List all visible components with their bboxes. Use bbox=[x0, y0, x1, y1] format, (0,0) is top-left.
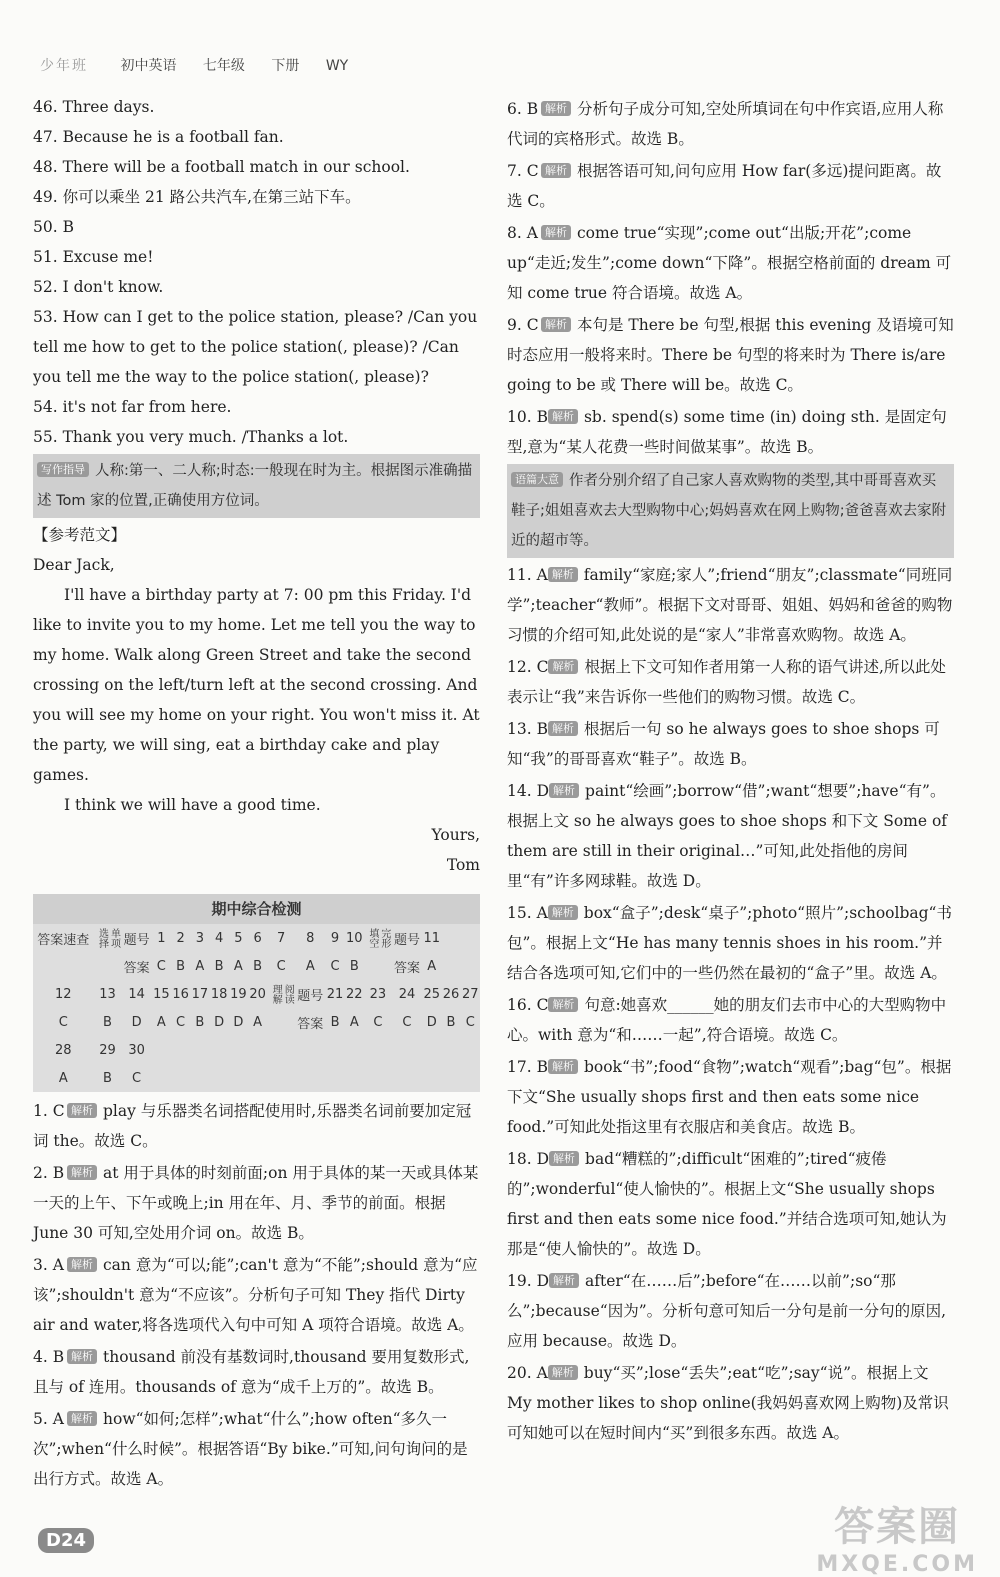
qnum: 29 bbox=[99, 1042, 116, 1058]
answer-key-row-3 bbox=[33, 980, 480, 1008]
answer-cell: C bbox=[465, 1014, 475, 1030]
section-cloze: 完形填空 bbox=[366, 928, 390, 948]
answer-key-row-4 bbox=[33, 1008, 480, 1036]
exp-text: bad“糟糕的”;difficult“困难的”;tired“疲倦的”;wonderful“使人愉快的”。根据上文“She usually shops first and then eats some nice food.”并结合选项可知,她认为那是“使人愉快的”。故选 D。 bbox=[507, 1150, 947, 1258]
sample-signature: Tom bbox=[446, 856, 480, 874]
header-grade: 七年级 bbox=[202, 58, 245, 74]
qnum-label: 题号 bbox=[123, 932, 150, 948]
answer-49: 49. 你可以乘坐 21 路公共汽车,在第三站下车。 bbox=[33, 188, 361, 206]
exp-text: book“书”;food“食物”;watch“观看”;bag“包”。根据下文“She usually shops first and then eats some nice food.”可知此处指这里有衣服店和美食店。故选 B。 bbox=[507, 1058, 952, 1136]
answer-cell: A bbox=[233, 958, 243, 974]
answer-cell: B bbox=[103, 1070, 112, 1086]
answer-cell: C bbox=[58, 1014, 68, 1030]
qnum: 15 bbox=[153, 986, 170, 1002]
answer-label: 答案 bbox=[393, 960, 420, 976]
exp-text: play 与乐器类名词搭配使用时,乐器类名词前要加定冠词 the。故选 C。 bbox=[33, 1102, 472, 1150]
answer-cell: D bbox=[131, 1014, 142, 1030]
qnum: 19 bbox=[230, 986, 247, 1002]
exp-tag: 解析 bbox=[548, 409, 578, 424]
qnum: 20 bbox=[249, 986, 266, 1002]
answer-cell: C bbox=[132, 1070, 142, 1086]
qnum: 21 bbox=[326, 986, 344, 1002]
exp-num: 18. D bbox=[507, 1150, 550, 1168]
answer-46: 46. Three days. bbox=[33, 98, 155, 116]
exp-num: 12. C bbox=[507, 658, 549, 676]
answer-cell: B bbox=[253, 958, 263, 974]
exp-text: box“盒子”;desk“桌子”;photo“照片”;schoolbag“书包”。根据上文“He has many tennis shoes in his room.”并结合各选项可知,它们中的一些仍然在最初的“盒子”里。故选 A。 bbox=[507, 904, 952, 982]
header-edition: WY bbox=[325, 58, 349, 74]
exp-tag: 解析 bbox=[67, 1411, 97, 1426]
answer-cell: A bbox=[156, 1014, 166, 1030]
answer-cell: B bbox=[214, 958, 224, 974]
gist-text: 作者分别介绍了自己家人喜欢购物的类型,其中哥哥喜欢买鞋子;姐姐喜欢去大型购物中心;妈妈喜欢在网上购物;爸爸喜欢去家附近的超市等。 bbox=[511, 473, 947, 549]
qnum: 5 bbox=[234, 930, 243, 946]
exp-text: can 意为“可以;能”;can't 意为“不能”;should 意为“应该”;shouldn't 意为“不应该”。分析句子可知 They 指代 Dirty air and water,将各选项代入句中可知 A 项符合语境。故选 A。 bbox=[33, 1256, 478, 1334]
exp-tag: 解析 bbox=[541, 225, 571, 240]
explanation-15 bbox=[507, 898, 954, 988]
answer-cell: D bbox=[214, 1014, 225, 1030]
exp-tag: 解析 bbox=[67, 1349, 97, 1364]
header-volume: 下册 bbox=[271, 58, 300, 74]
qnum: 22 bbox=[346, 986, 363, 1002]
exp-text: at 用于具体的时刻前面;on 用于具体的某一天或具体某一天的上午、下午或晚上;in 用在年、月、季节的前面。根据 June 30 可知,空处用介词 on。故选 B。 bbox=[33, 1164, 479, 1242]
explanation-19 bbox=[507, 1266, 954, 1356]
answer-cell: A bbox=[58, 1070, 68, 1086]
qnum: 25 bbox=[423, 986, 440, 1002]
watermark-top: 答案圈 bbox=[834, 1504, 961, 1550]
sample-letter bbox=[33, 520, 480, 880]
exp-tag: 解析 bbox=[548, 997, 578, 1012]
exp-text: thousand 前没有基数词时,thousand 要用复数形式,且与 of 连用。thousands of 意为“成千上万的”。故选 B。 bbox=[33, 1348, 470, 1396]
answer-cell: A bbox=[253, 1014, 263, 1030]
answer-cell: A bbox=[349, 1014, 359, 1030]
answer-cell: D bbox=[426, 1014, 437, 1030]
passage-gist bbox=[507, 464, 954, 558]
answer-cell: C bbox=[373, 1014, 383, 1030]
qnum: 14 bbox=[128, 986, 145, 1002]
exp-tag: 解析 bbox=[67, 1165, 97, 1180]
exp-text: paint“绘画”;borrow“借”;want“想要”;have“有”。根据上文 so he always goes to shoe shops 和下文 Some of them are still in their original…”可知,此处指他的房间里“有”许多网球鞋。故选 D。 bbox=[507, 782, 948, 890]
answer-cell: B bbox=[349, 958, 359, 974]
qnum: 11 bbox=[423, 930, 440, 946]
answer-cell: C bbox=[176, 1014, 186, 1030]
exp-tag: 解析 bbox=[548, 659, 578, 674]
answer-key-row-2 bbox=[33, 952, 480, 980]
page-number: D24 bbox=[38, 1528, 94, 1553]
answer-54: 54. it's not far from here. bbox=[33, 398, 232, 416]
qnum: 3 bbox=[195, 930, 204, 946]
qnum: 12 bbox=[54, 986, 72, 1002]
sample-paragraph-1: I'll have a birthday party at 7: 00 pm this Friday. I'd like to invite you to my home. Let me tell you the way to my home. Walk along Green Street and take the second crossing on the left/turn left at the second crossing. And you will see my home on your right. You won't miss it. At the party, we will sing, eat a birthday cake and play games. bbox=[33, 586, 480, 784]
writing-guide bbox=[33, 454, 480, 518]
gist-tag: 语篇大意 bbox=[511, 472, 563, 487]
qnum: 28 bbox=[54, 1042, 72, 1058]
explanation-6 bbox=[507, 94, 954, 154]
explanation-20 bbox=[507, 1358, 954, 1448]
explanation-7 bbox=[507, 156, 954, 216]
exp-tag: 解析 bbox=[548, 567, 578, 582]
qnum: 18 bbox=[210, 986, 228, 1002]
exp-tag: 解析 bbox=[541, 317, 571, 332]
explanation-2 bbox=[33, 1158, 480, 1248]
answer-key-row-6 bbox=[33, 1064, 480, 1092]
series-logo: 少年班 bbox=[40, 58, 88, 74]
qnum: 23 bbox=[369, 986, 387, 1002]
answer-52: 52. I don't know. bbox=[33, 278, 164, 296]
exp-text: how“如何;怎样”;what“什么”;how often“多久一次”;when“什么时候”。根据答语“By bike.”可知,问句询问的是出行方式。故选 A。 bbox=[33, 1410, 468, 1488]
exp-text: 本句是 There be 句型,根据 this evening 及语境可知时态应用一般将来时。There be 句型的将来时为 There is/are going to be 或 There will be。故选 C。 bbox=[507, 316, 954, 394]
explanation-1 bbox=[33, 1096, 480, 1156]
page-header bbox=[40, 55, 370, 75]
qnum: 2 bbox=[176, 930, 185, 946]
exp-tag: 解析 bbox=[549, 783, 579, 798]
answer-cell: C bbox=[330, 958, 340, 974]
exp-num: 17. B bbox=[507, 1058, 548, 1076]
exp-tag: 解析 bbox=[548, 1365, 578, 1380]
sample-greeting: Dear Jack, bbox=[33, 556, 115, 574]
qnum: 13 bbox=[99, 986, 116, 1002]
qnum: 4 bbox=[214, 930, 224, 946]
explanation-5 bbox=[33, 1404, 480, 1494]
writing-guide-text: 人称:第一、二人称;时态:一般现在时为主。根据图示准确描述 Tom 家的位置,正确使用方位词。 bbox=[37, 463, 473, 509]
answer-key-label: 答案速查 bbox=[37, 932, 90, 948]
explanation-8 bbox=[507, 218, 954, 308]
exp-num: 11. A bbox=[507, 566, 548, 584]
qnum-label: 题号 bbox=[297, 988, 324, 1004]
exp-text: 根据后一句 so he always goes to shoe shops 可知“我”的哥哥喜欢“鞋子”。故选 B。 bbox=[507, 720, 940, 768]
exp-tag: 解析 bbox=[67, 1103, 97, 1118]
exp-num: 5. A bbox=[33, 1410, 64, 1428]
exp-text: family“家庭;家人”;friend“朋友”;classmate“同班同学”;teacher“教师”。根据下文对哥哥、姐姐、妈妈和爸爸的购物习惯的介绍可知,此处说的是“家人”非常喜欢购物。故选 A。 bbox=[507, 566, 953, 644]
answer-cell: B bbox=[103, 1014, 112, 1030]
explanation-14 bbox=[507, 776, 954, 896]
sample-paragraph-2: I think we will have a good time. bbox=[64, 796, 321, 814]
answer-48: 48. There will be a football match in our school. bbox=[33, 158, 410, 176]
exp-text: come true“实现”;come out“出版;开花”;come up“走近;发生”;come down“下降”。根据空格前面的 dream 可知 come true 符合语境。故选 A。 bbox=[507, 224, 952, 302]
qnum: 9 bbox=[330, 930, 340, 946]
qnum: 30 bbox=[128, 1042, 145, 1058]
exp-tag: 解析 bbox=[549, 1273, 579, 1288]
explanation-4 bbox=[33, 1342, 480, 1402]
explanation-11 bbox=[507, 560, 954, 650]
exp-tag: 解析 bbox=[549, 1151, 579, 1166]
exp-tag: 解析 bbox=[67, 1257, 97, 1272]
sample-closing: Yours, bbox=[431, 826, 480, 844]
exp-num: 8. A bbox=[507, 224, 538, 242]
exp-num: 3. A bbox=[33, 1256, 64, 1274]
qnum: 26 bbox=[442, 986, 460, 1002]
qnum: 8 bbox=[306, 930, 315, 946]
answer-51: 51. Excuse me! bbox=[33, 248, 154, 266]
answer-label: 答案 bbox=[123, 960, 150, 976]
section-single-choice: 单项选择 bbox=[96, 928, 120, 948]
answer-cell: D bbox=[233, 1014, 244, 1030]
watermark-bottom: MXQE.COM bbox=[816, 1552, 978, 1577]
sample-heading: 【参考范文】 bbox=[33, 526, 127, 544]
exp-num: 10. B bbox=[507, 408, 548, 426]
exp-num: 7. C bbox=[507, 162, 539, 180]
exp-tag: 解析 bbox=[548, 721, 578, 736]
exp-num: 4. B bbox=[33, 1348, 65, 1366]
qnum: 17 bbox=[191, 986, 209, 1002]
answer-cell: A bbox=[427, 958, 437, 974]
answer-key-row-5 bbox=[33, 1036, 480, 1064]
exp-text: 根据上下文可知作者用第一人称的语气讲述,所以此处表示让“我”来告诉你一些他们的购物习惯。故选 C。 bbox=[507, 658, 946, 706]
exp-tag: 解析 bbox=[548, 905, 578, 920]
qnum: 16 bbox=[172, 986, 189, 1002]
exp-num: 14. D bbox=[507, 782, 550, 800]
exp-num: 20. A bbox=[507, 1364, 548, 1382]
exp-text: 根据答语可知,问句应用 How far(多远)提问距离。故选 C。 bbox=[507, 162, 942, 210]
answer-cell: A bbox=[305, 958, 315, 974]
right-column bbox=[507, 92, 954, 1450]
exp-num: 2. B bbox=[33, 1164, 65, 1182]
answer-55: 55. Thank you very much. /Thanks a lot. bbox=[33, 428, 349, 446]
answer-53: 53. How can I get to the police station, please? /Can you tell me how to get to the police station(, please)? /Can you tell me the way to the police station(, please)? bbox=[33, 308, 478, 386]
qnum: 27 bbox=[462, 986, 479, 1002]
explanation-13 bbox=[507, 714, 954, 774]
explanation-17 bbox=[507, 1052, 954, 1142]
header-subject: 初中英语 bbox=[120, 58, 177, 74]
answer-cell: B bbox=[176, 958, 186, 974]
qnum: 24 bbox=[398, 986, 416, 1002]
answer-cell: B bbox=[446, 1014, 456, 1030]
exp-text: sb. spend(s) some time (in) doing sth. 是固定句型,意为“某人花费一些时间做某事”。故选 B。 bbox=[507, 408, 947, 456]
exp-tag: 解析 bbox=[541, 101, 571, 116]
explanation-16 bbox=[507, 990, 954, 1050]
exp-num: 19. D bbox=[507, 1272, 550, 1290]
answer-key-table bbox=[33, 924, 480, 1092]
qnum: 1 bbox=[157, 930, 166, 946]
answer-cell: C bbox=[276, 958, 286, 974]
exp-text: 分析句子成分可知,空处所填词在句中作宾语,应用人称代词的宾格形式。故选 B。 bbox=[507, 100, 944, 148]
answer-cell: C bbox=[402, 1014, 412, 1030]
exp-num: 16. C bbox=[507, 996, 549, 1014]
answer-cell: C bbox=[156, 958, 166, 974]
explanation-18 bbox=[507, 1144, 954, 1264]
answer-cell: A bbox=[195, 958, 205, 974]
exp-num: 6. B bbox=[507, 100, 539, 118]
qnum: 6 bbox=[253, 930, 262, 946]
exp-tag: 解析 bbox=[548, 1059, 578, 1074]
answer-47: 47. Because he is a football fan. bbox=[33, 128, 284, 146]
exp-tag: 解析 bbox=[541, 163, 571, 178]
exp-num: 1. C bbox=[33, 1102, 65, 1120]
exp-num: 9. C bbox=[507, 316, 539, 334]
answer-cell: B bbox=[330, 1014, 340, 1030]
exp-num: 13. B bbox=[507, 720, 548, 738]
left-column bbox=[33, 92, 480, 1496]
qnum: 7 bbox=[277, 930, 286, 946]
exp-text: buy“买”;lose“丢失”;eat“吃”;say“说”。根据上文 My mother likes to shop online(我妈妈喜欢网上购物)及常识可知她可以在短时间内“买”到很多东西。故选 A。 bbox=[507, 1364, 949, 1442]
answer-key-row-1 bbox=[33, 924, 480, 952]
answer-cell: B bbox=[195, 1014, 205, 1030]
explanation-9 bbox=[507, 310, 954, 400]
midterm-title: 期中综合检测 bbox=[33, 894, 480, 924]
answer-50: 50. B bbox=[33, 218, 74, 236]
answer-label: 答案 bbox=[297, 1016, 324, 1032]
explanation-10 bbox=[507, 402, 954, 462]
explanation-12 bbox=[507, 652, 954, 712]
writing-guide-tag: 写作指导 bbox=[37, 462, 89, 477]
qnum: 10 bbox=[346, 930, 363, 946]
section-reading: 阅读理解 bbox=[270, 984, 294, 1004]
explanation-3 bbox=[33, 1250, 480, 1340]
qnum-label: 题号 bbox=[393, 932, 420, 948]
exp-text: 句意:她喜欢______她的朋友们去市中心的大型购物中心。with 意为“和……一起”,符合语境。故选 C。 bbox=[507, 996, 947, 1044]
exp-num: 15. A bbox=[507, 904, 548, 922]
exp-text: after“在……后”;before“在……以前”;so“那么”;because“因为”。分析句意可知后一分句是前一分句的原因,应用 because。故选 D。 bbox=[507, 1272, 947, 1350]
